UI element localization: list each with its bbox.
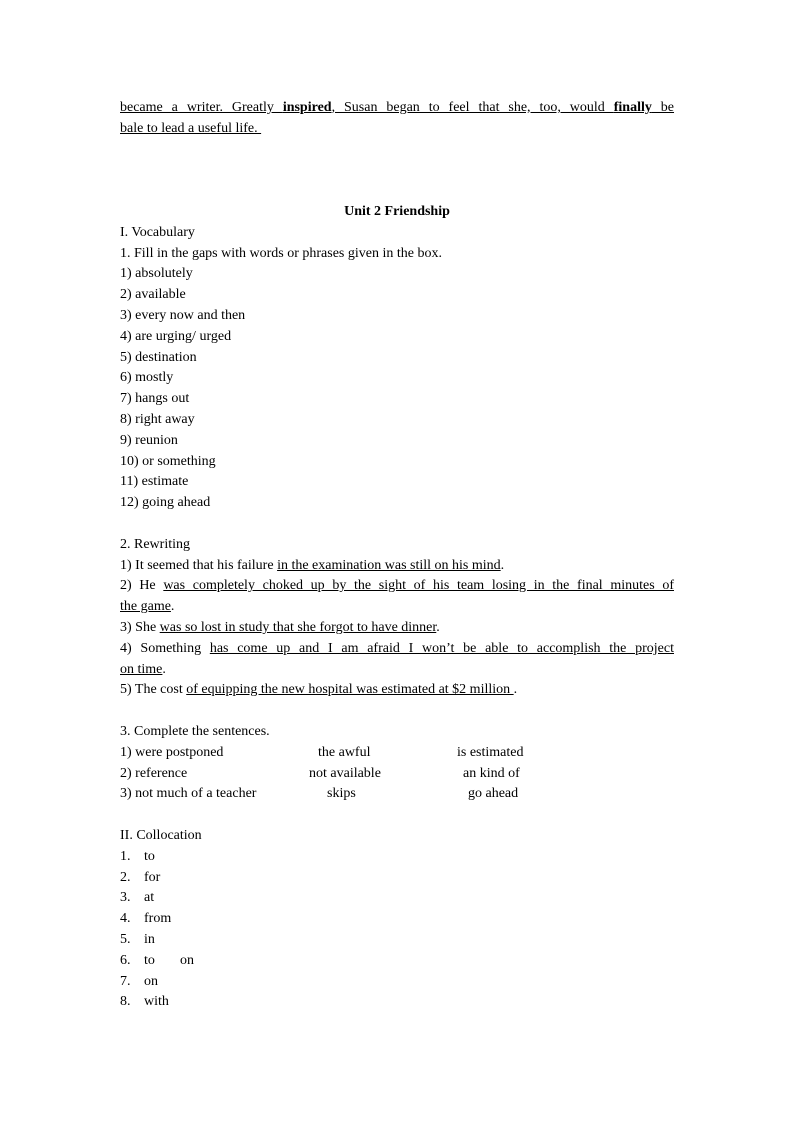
answer-item: 4) are urging/ urged [120,329,232,344]
complete-cell: go ahead [468,786,519,801]
complete-cell: not available [309,766,381,781]
complete-cell: 3) not much of a teacher [120,786,257,801]
intro-line-1: became a writer. Greatly inspired, Susan began to feel that she, too, would finally be [120,100,675,115]
section-collocation-heading: II. Collocation [120,828,202,843]
part2-heading: 2. Rewriting [120,537,190,552]
rewriting-item-1: 1) It seemed that his failure in the examination was still on his mind. [120,558,505,573]
answer-item: 1) absolutely [120,266,193,281]
complete-cell: an kind of [463,766,520,781]
complete-cell: skips [327,786,356,801]
answer-item: 8) right away [120,412,195,427]
answer-item: 6) mostly [120,370,174,385]
collocation-word: from [144,911,172,926]
collocation-number: 2. [120,870,131,885]
rewriting-item-4: 4) Something has come up and I am afraid I won’t be able to accomplish the project [120,641,674,656]
part1-heading: 1. Fill in the gaps with words or phrases given in the box. [120,246,442,261]
unit-title: Unit 2 Friendship [344,204,450,219]
answer-item: 10) or something [120,454,216,469]
rewriting-item-4-cont: on time. [120,662,166,677]
complete-cell: 2) reference [120,766,188,781]
collocation-word: on [144,974,158,989]
answer-item: 9) reunion [120,433,178,448]
complete-cell: is estimated [457,745,524,760]
rewriting-item-5: 5) The cost of equipping the new hospital was estimated at $2 million . [120,682,518,697]
collocation-word-2: on [180,953,194,968]
collocation-word: in [144,932,155,947]
intro-line-2: bale to lead a useful life. [120,121,262,136]
rewriting-item-2: 2) He was completely choked up by the sight of his team losing in the final minutes of [120,578,674,593]
complete-cell: the awful [318,745,371,760]
collocation-word: with [144,994,169,1009]
answer-item: 3) every now and then [120,308,246,323]
rewriting-item-3: 3) She was so lost in study that she forgot to have dinner. [120,620,440,635]
collocation-word: to [144,953,155,968]
answer-item: 11) estimate [120,474,189,489]
collocation-word: at [144,890,155,905]
collocation-number: 7. [120,974,131,989]
collocation-number: 4. [120,911,131,926]
collocation-number: 1. [120,849,131,864]
collocation-number: 5. [120,932,131,947]
section-vocabulary-heading: I. Vocabulary [120,225,195,240]
collocation-number: 6. [120,953,131,968]
collocation-word: to [144,849,155,864]
collocation-number: 8. [120,994,131,1009]
collocation-number: 3. [120,890,131,905]
answer-item: 12) going ahead [120,495,211,510]
rewriting-item-2-cont: the game. [120,599,175,614]
answer-item: 2) available [120,287,186,302]
complete-cell: 1) were postponed [120,745,224,760]
answer-item: 5) destination [120,350,197,365]
part3-heading: 3. Complete the sentences. [120,724,270,739]
collocation-word: for [144,870,161,885]
answer-item: 7) hangs out [120,391,190,406]
